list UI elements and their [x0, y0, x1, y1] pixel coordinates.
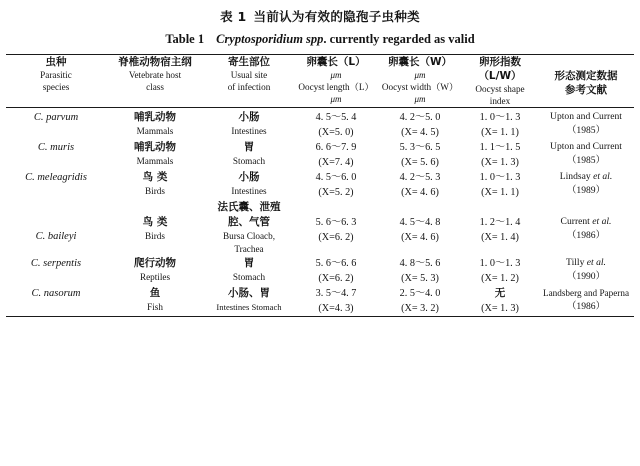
cell-species: [6, 200, 106, 256]
shape-index-range: 1. 0～1. 3: [479, 112, 521, 123]
table-bottom-rule: [6, 316, 634, 317]
header-reference: [538, 55, 634, 107]
table-title-species: Cryptosporidium spp: [216, 32, 324, 46]
oocyst-length-mean: (X=6. 2): [318, 232, 354, 243]
shape-index-mean: (X= 1. 1): [481, 187, 519, 198]
reference-author-text: Lindsay: [559, 171, 594, 182]
reference-author: [538, 256, 634, 270]
header-vertebrate-host-class: [106, 55, 204, 107]
species-table-body: [6, 110, 634, 316]
cell-oocyst-width: [378, 286, 462, 316]
cell-infection-site: [204, 170, 294, 200]
cell-oocyst-length: [294, 256, 378, 286]
header-infection-site-en2: of infection: [227, 82, 271, 92]
cell-shape-index: [462, 256, 538, 286]
oocyst-width-mean: (X= 4. 5): [401, 127, 439, 138]
cell-host-class: [106, 170, 204, 200]
host-class-en: Mammals: [136, 156, 174, 166]
oocyst-width-range: 4. 8～5. 6: [399, 258, 441, 269]
oocyst-width-mean: (X= 3. 2): [401, 303, 439, 314]
cell-reference: [538, 200, 634, 256]
cell-shape-index: [462, 286, 538, 316]
oocyst-length-range: 4. 5～5. 4: [315, 112, 357, 123]
oocyst-length-range: 5. 6～6. 3: [315, 217, 357, 228]
infection-site-cn: 胃: [243, 257, 255, 269]
reference-year: （1986）: [566, 301, 606, 312]
header-oocyst-length: [294, 55, 378, 107]
cell-oocyst-length: [294, 170, 378, 200]
cell-host-class: [106, 200, 204, 256]
cell-oocyst-width: [378, 170, 462, 200]
oocyst-length-mean: (X=4. 3): [318, 303, 354, 314]
header-infection-site: [204, 55, 294, 107]
cell-reference: [538, 110, 634, 140]
oocyst-length-range: 4. 5～6. 0: [315, 172, 357, 183]
host-class-en: Birds: [145, 186, 165, 196]
oocyst-width-mean: (X= 4. 6): [401, 232, 439, 243]
cell-host-class: [106, 286, 204, 316]
cell-shape-index: [462, 140, 538, 170]
oocyst-width-mean: (X= 4. 6): [401, 187, 439, 198]
oocyst-width-range: 4. 2～5. 3: [399, 172, 441, 183]
header-vertebrate-host-class-en1: Vetebrate host: [128, 70, 182, 80]
shape-index-range: 1. 2～1. 4: [479, 217, 521, 228]
host-class-cn: 爬行动物: [134, 257, 176, 269]
infection-site-cn-line1: 法氏囊、泄殖: [217, 201, 281, 213]
table-title-chinese-text: 当前认为有效的隐孢子虫种类: [253, 9, 420, 24]
cell-host-class: [106, 140, 204, 170]
species-name: C. parvum: [33, 112, 79, 123]
header-shape-index-cn-sub: （L/W）: [478, 70, 522, 82]
oocyst-length-range: 6. 6～7. 9: [315, 142, 357, 153]
shape-index-range: 1. 1～1. 5: [479, 142, 521, 153]
header-oocyst-width-cn: 卵囊长（W）: [387, 56, 453, 68]
cell-infection-site: [204, 286, 294, 316]
cell-shape-index: [462, 200, 538, 256]
reference-author: [538, 215, 634, 229]
cell-reference: [538, 170, 634, 200]
header-parasitic-species-cn: 虫种: [45, 56, 67, 68]
host-class-en: Birds: [145, 231, 165, 241]
oocyst-width-range: 4. 5～4. 8: [399, 217, 441, 228]
table-row: [6, 140, 634, 170]
cell-oocyst-length: [294, 286, 378, 316]
reference-year: （1985）: [566, 125, 606, 136]
cell-oocyst-width: [378, 200, 462, 256]
oocyst-length-range: 5. 6～6. 6: [315, 258, 357, 269]
shape-index-mean: (X= 1. 2): [481, 273, 519, 284]
host-class-cn: 鸟 类: [142, 216, 168, 228]
cell-oocyst-width: [378, 140, 462, 170]
cell-reference: [538, 256, 634, 286]
reference-author: [538, 170, 634, 184]
cell-infection-site: [204, 140, 294, 170]
header-parasitic-species-en2: species: [42, 82, 70, 92]
oocyst-length-mean: (X=5. 2): [318, 187, 354, 198]
oocyst-width-mean: (X= 5. 3): [401, 273, 439, 284]
infection-site-en-line1: Bursa Cloacb,: [222, 231, 276, 241]
header-oocyst-width-unit-top: μm: [414, 70, 426, 80]
reference-author: [538, 286, 634, 300]
table-title-english: [0, 25, 640, 47]
cell-infection-site: [204, 256, 294, 286]
cell-shape-index: [462, 110, 538, 140]
oocyst-length-mean: (X=7. 4): [318, 157, 354, 168]
host-class-en: Fish: [147, 302, 163, 312]
species-name: C. nasorum: [31, 288, 81, 299]
reference-author-text: Upton and Current: [550, 111, 622, 122]
shape-index-mean: (X= 1. 1): [481, 127, 519, 138]
infection-site-en: Intestines Stomach: [216, 302, 282, 312]
shape-index-mean: (X= 1. 3): [481, 303, 519, 314]
reference-author: [538, 110, 634, 124]
species-name: C. muris: [37, 142, 75, 153]
header-oocyst-width: [378, 55, 462, 107]
cell-infection-site: [204, 110, 294, 140]
shape-index-range: 1. 0～1. 3: [479, 172, 521, 183]
host-class-cn: 哺乳动物: [134, 141, 176, 153]
reference-author-text: Tilly: [566, 257, 587, 268]
cell-oocyst-length: [294, 200, 378, 256]
header-parasitic-species: [6, 55, 106, 107]
host-class-en: Reptiles: [139, 272, 171, 282]
oocyst-width-range: 4. 2～5. 0: [399, 112, 441, 123]
cell-species: [6, 286, 106, 316]
header-infection-site-en1: Usual site: [230, 70, 268, 80]
header-shape-index-en1: Oocyst shape: [475, 84, 525, 94]
shape-index-range: 无: [494, 287, 506, 299]
header-shape-index-en2: index: [489, 96, 511, 106]
cell-species: [6, 256, 106, 286]
table-title-chinese: [0, 0, 640, 25]
species-name: C. meleagridis: [25, 172, 87, 183]
cell-oocyst-width: [378, 256, 462, 286]
oocyst-width-range: 2. 5～4. 0: [399, 288, 441, 299]
table-row: [6, 256, 634, 286]
header-infection-site-cn: 寄生部位: [228, 56, 270, 68]
infection-site-en: Stomach: [232, 156, 266, 166]
reference-author-etal: et al.: [593, 171, 613, 182]
table-row: [6, 170, 634, 200]
header-oocyst-length-en: Oocyst length（L）: [298, 82, 374, 92]
header-oocyst-width-en: Oocyst width（W）: [381, 82, 459, 92]
oocyst-width-range: 5. 3～6. 5: [399, 142, 441, 153]
species-table: [6, 55, 634, 107]
header-shape-index-cn: 卵形指数: [479, 56, 521, 68]
reference-author-text: Current: [560, 216, 593, 227]
table-row: [6, 110, 634, 140]
table-number-english: Table 1: [165, 32, 205, 46]
host-class-cn: 哺乳动物: [134, 111, 176, 123]
shape-index-range: 1. 0～1. 3: [479, 258, 521, 269]
header-reference-cn-sub: 参考文献: [565, 84, 607, 96]
reference-year: （1986）: [566, 230, 606, 241]
header-oocyst-length-cn: 卵囊长（L）: [306, 56, 366, 68]
reference-author-text: Landsberg and Paperna: [542, 288, 630, 298]
header-oocyst-width-unit-bottom: μm: [414, 94, 426, 104]
infection-site-cn: 小肠: [238, 111, 260, 123]
header-oocyst-length-unit-bottom: μm: [330, 94, 342, 104]
reference-author-etal: et al.: [592, 216, 612, 227]
oocyst-length-range: 3. 5～4. 7: [315, 288, 357, 299]
table-number-chinese: 表 1: [220, 9, 247, 24]
infection-site-en: Intestines: [231, 186, 267, 196]
infection-site-en-line2: Trachea: [234, 244, 264, 254]
cell-host-class: [106, 256, 204, 286]
cell-host-class: [106, 110, 204, 140]
cell-reference: [538, 286, 634, 316]
header-vertebrate-host-class-cn: 脊椎动物宿主纲: [118, 56, 192, 68]
infection-site-cn: 小肠: [238, 171, 260, 183]
reference-author-text: Upton and Current: [550, 141, 622, 152]
cell-oocyst-length: [294, 140, 378, 170]
oocyst-length-mean: (X=6. 2): [318, 273, 354, 284]
shape-index-mean: (X= 1. 3): [481, 157, 519, 168]
header-shape-index: [462, 55, 538, 107]
cell-infection-site: [204, 200, 294, 256]
shape-index-mean: (X= 1. 4): [481, 232, 519, 243]
infection-site-en: Intestines: [231, 126, 267, 136]
reference-year: （1989）: [566, 185, 606, 196]
cell-shape-index: [462, 170, 538, 200]
header-oocyst-length-unit-top: μm: [330, 70, 342, 80]
host-class-en: Mammals: [136, 126, 174, 136]
host-class-cn: 鸟 类: [142, 171, 168, 183]
cell-species: [6, 140, 106, 170]
oocyst-width-mean: (X= 5. 6): [401, 157, 439, 168]
infection-site-cn-line2: 腔、气管: [228, 216, 270, 228]
table-title-english-text: . currently regarded as valid: [323, 32, 475, 46]
cell-oocyst-width: [378, 110, 462, 140]
cell-oocyst-length: [294, 110, 378, 140]
table-row: [6, 200, 634, 256]
oocyst-length-mean: (X=5. 0): [318, 127, 354, 138]
infection-site-cn: 胃: [243, 141, 255, 153]
host-class-cn: 鱼: [149, 287, 161, 299]
species-name: C. baileyi: [35, 231, 77, 242]
infection-site-cn: 小肠、胃: [228, 287, 270, 299]
reference-author-etal: et al.: [586, 257, 606, 268]
header-parasitic-species-en1: Parasitic: [40, 70, 72, 80]
species-name: C. serpentis: [30, 258, 82, 269]
reference-year: （1990）: [566, 271, 606, 282]
header-vertebrate-host-class-en2: class: [146, 82, 164, 92]
infection-site-en: Stomach: [232, 272, 266, 282]
reference-year: （1985）: [566, 155, 606, 166]
header-reference-cn: 形态测定数据: [554, 70, 618, 82]
cell-reference: [538, 140, 634, 170]
cell-species: [6, 110, 106, 140]
reference-author: [538, 140, 634, 154]
cell-species: [6, 170, 106, 200]
table-row: [6, 286, 634, 316]
table-header-row: [6, 55, 634, 107]
